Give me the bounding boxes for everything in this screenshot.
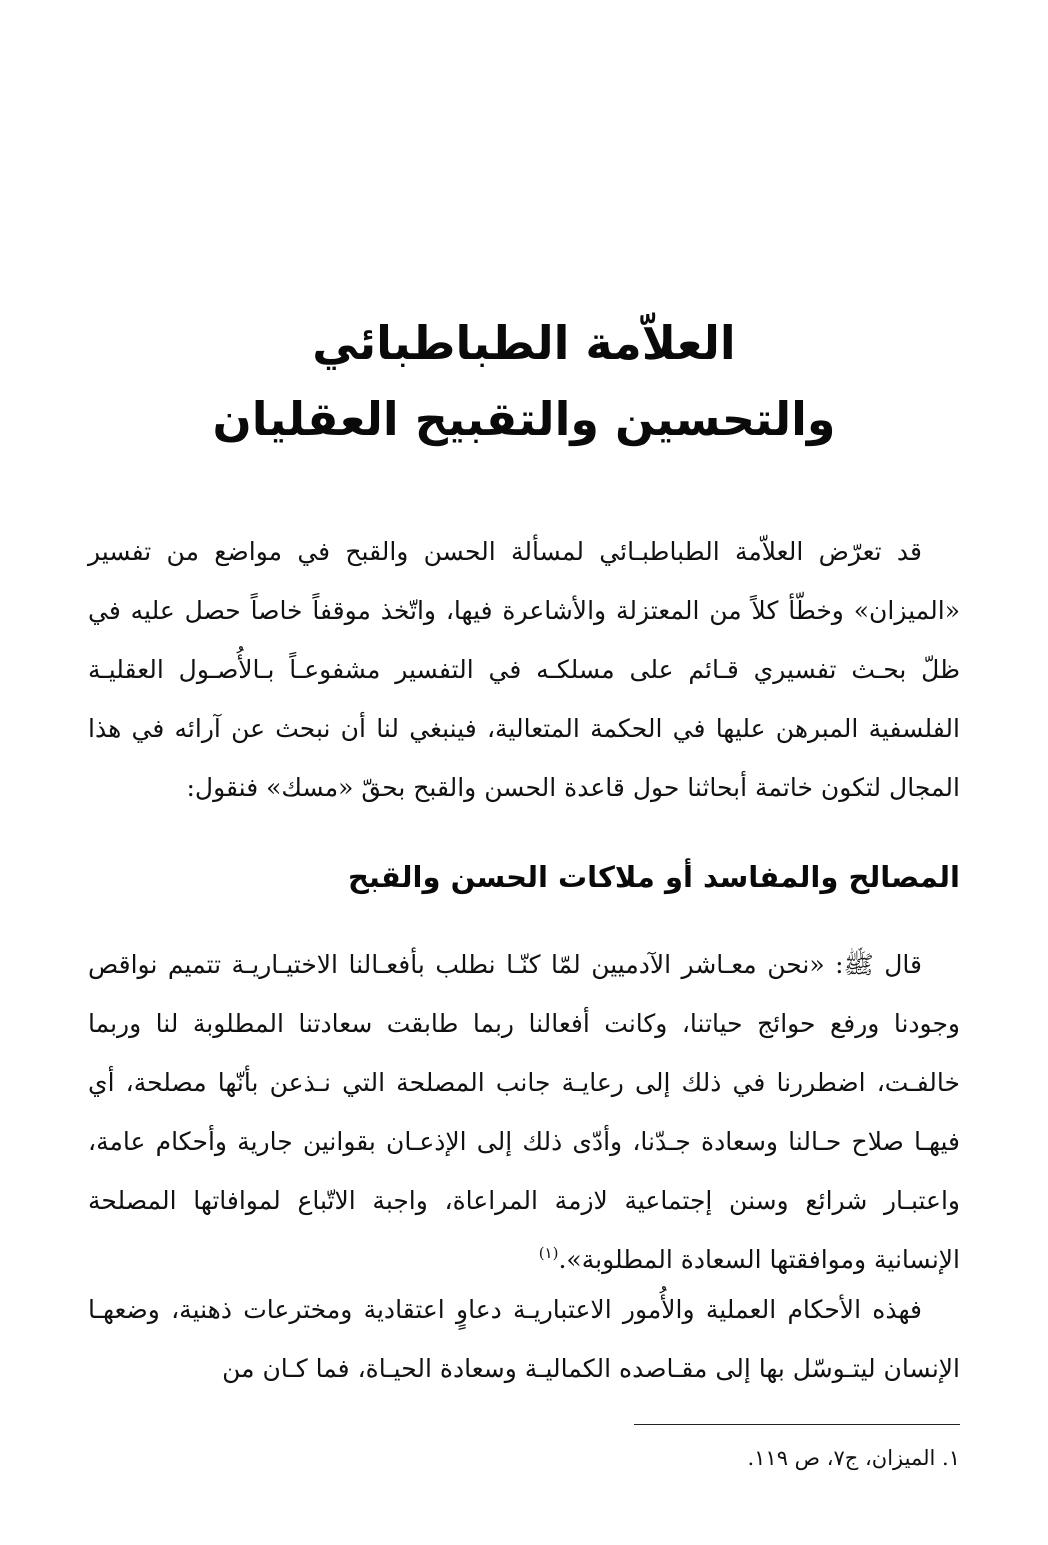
conclusion-paragraph: فهذه الأحكام العملية والأُمور الاعتباريـة دعاوٍ اعتقادية ومخترعات ذهنية، وضعهـا الإنسان ليتـوسّل بها إلى مقـاصده الكماليـة وسعادة الحيـاة، فما كـان من bbox=[88, 1295, 960, 1383]
chapter-title-line-1: العلاّمة الطباطبائي bbox=[312, 316, 736, 370]
chapter-title-line-2: والتحسين والتقبيح العقليان bbox=[212, 392, 836, 446]
footnote-divider bbox=[634, 1424, 960, 1425]
quote-text: قال ﷺ: «نحن معـاشر الآدميين لمّا كنّـا نطلب بأفعـالنا الاختيـاريـة تتميم نواقص وجودنا ورفع حوائج حياتنا، وكانت أفعالنا ربما طابقت سعادتنا المطلوبة لنا وربما خالفـت، اضطررنا في ذلك إلى رعايـة جانب المصلحة التي نـذعن بأنّها مصلحة، أي فيهـا صلاح حـالنا وسعادة جـدّنا، وأدّى ذلك إلى الإذعـان بقوانين جارية وأحكام عامة، واعتبـار شرائع وسنن إجتماعية لازمة المراعاة، واجبة الاتّباع لموافاتها المصلحة الإنسانية وموافقتها السعادة المطلوبة». bbox=[88, 950, 960, 1274]
quote-paragraph-block bbox=[88, 935, 960, 1289]
section-heading: المصالح والمفاسد أو ملاكات الحسن والقبح bbox=[348, 860, 960, 894]
chapter-title bbox=[0, 305, 1048, 457]
intro-paragraph-block bbox=[88, 522, 960, 817]
footnote-marker: (١) bbox=[538, 1244, 559, 1262]
footnote: ١. الميزان، ج٧، ص ١١٩. bbox=[747, 1446, 960, 1470]
quote-paragraph bbox=[88, 935, 960, 1289]
conclusion-paragraph-block bbox=[88, 1280, 960, 1398]
intro-paragraph: قد تعرّض العلاّمة الطباطبـائي لمسألة الحسن والقبح في مواضع من تفسير «الميزان» وخطّأ كلاً من المعتزلة والأشاعرة فيها، واتّخذ موقفاً خاصاً حصل عليه في ظلّ بحـث تفسيري قـائم على مسلكـه في التفسير مشفوعـاً بـالأُصـول العقليـة الفلسفية المبرهن عليها في الحكمة المتعالية، فينبغي لنا أن نبحث عن آرائه في هذا المجال لتكون خاتمة أبحاثنا حول قاعدة الحسن والقبح بحقّ «مسك» فنقول: bbox=[88, 537, 960, 802]
